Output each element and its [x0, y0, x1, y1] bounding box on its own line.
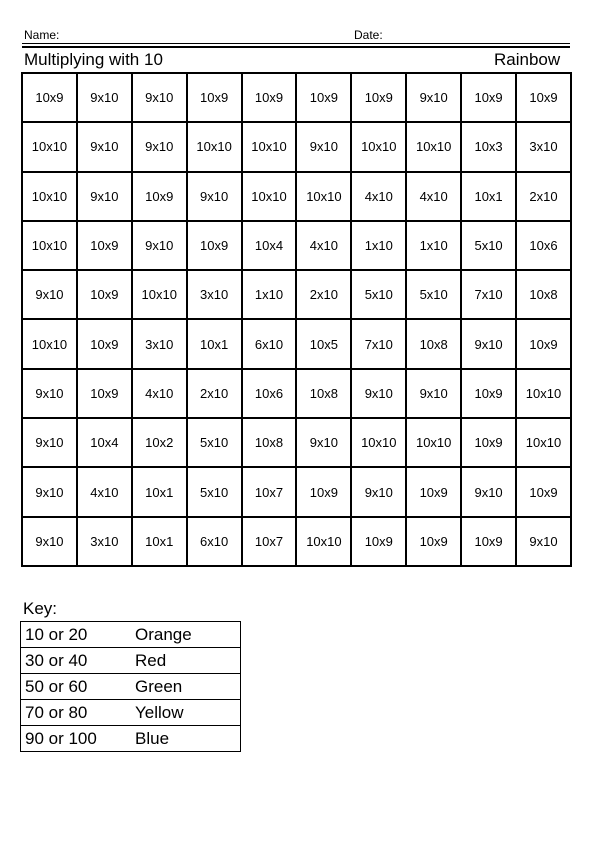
grid-cell[interactable]: 4x10	[77, 467, 132, 516]
key-row	[21, 700, 241, 726]
grid-cell[interactable]: 3x10	[132, 319, 187, 368]
grid-cell[interactable]: 10x2	[132, 418, 187, 467]
grid-row	[22, 517, 571, 566]
grid-row	[22, 319, 571, 368]
grid-cell[interactable]: 4x10	[406, 172, 461, 221]
key-range: 90 or 100	[21, 726, 132, 752]
key-color: Green	[131, 674, 241, 700]
worksheet-subtitle: Rainbow	[494, 50, 561, 69]
grid-cell[interactable]: 10x9	[187, 73, 242, 122]
header-rule-bottom	[22, 46, 570, 48]
grid-cell[interactable]: 10x10	[242, 122, 297, 171]
grid-cell[interactable]: 9x10	[516, 517, 571, 566]
grid-cell[interactable]: 10x9	[351, 517, 406, 566]
grid-cell[interactable]: 10x9	[296, 467, 351, 516]
grid-cell[interactable]: 10x1	[132, 467, 187, 516]
grid-cell[interactable]: 2x10	[296, 270, 351, 319]
grid-cell[interactable]: 2x10	[516, 172, 571, 221]
grid-cell[interactable]: 10x10	[132, 270, 187, 319]
grid-row	[22, 270, 571, 319]
key-label: Key:	[23, 599, 58, 618]
key-row	[21, 648, 241, 674]
grid-cell[interactable]: 10x9	[461, 418, 516, 467]
grid-cell[interactable]: 10x1	[187, 319, 242, 368]
key-range: 10 or 20	[21, 622, 132, 648]
grid-cell[interactable]: 10x7	[242, 467, 297, 516]
grid-cell[interactable]: 10x9	[22, 73, 77, 122]
grid-cell[interactable]: 10x9	[516, 73, 571, 122]
grid-cell[interactable]: 9x10	[296, 418, 351, 467]
grid-cell[interactable]: 1x10	[351, 221, 406, 270]
grid-cell[interactable]: 10x9	[351, 73, 406, 122]
key-row	[21, 674, 241, 700]
grid-cell[interactable]: 9x10	[406, 369, 461, 418]
key-color: Orange	[131, 622, 241, 648]
grid-cell[interactable]: 10x10	[296, 172, 351, 221]
grid-row	[22, 418, 571, 467]
grid-cell[interactable]: 10x9	[461, 73, 516, 122]
grid-cell[interactable]: 10x9	[187, 221, 242, 270]
grid-cell[interactable]: 10x8	[242, 418, 297, 467]
grid-cell[interactable]: 9x10	[351, 369, 406, 418]
grid-cell[interactable]: 10x6	[516, 221, 571, 270]
grid-cell[interactable]: 9x10	[77, 122, 132, 171]
key-color: Blue	[131, 726, 241, 752]
grid-cell[interactable]: 10x10	[406, 122, 461, 171]
grid-cell[interactable]: 10x9	[77, 369, 132, 418]
grid-cell[interactable]: 10x9	[461, 517, 516, 566]
grid-row	[22, 467, 571, 516]
grid-cell[interactable]: 5x10	[406, 270, 461, 319]
grid-cell[interactable]: 10x9	[77, 270, 132, 319]
grid-cell[interactable]: 5x10	[461, 221, 516, 270]
grid-cell[interactable]: 10x9	[406, 517, 461, 566]
grid-cell[interactable]: 10x10	[296, 517, 351, 566]
key-range: 50 or 60	[21, 674, 132, 700]
grid-cell[interactable]: 9x10	[132, 221, 187, 270]
multiplication-grid	[21, 72, 572, 567]
grid-cell[interactable]: 10x10	[22, 319, 77, 368]
grid-cell[interactable]: 10x8	[296, 369, 351, 418]
grid-cell[interactable]: 9x10	[461, 319, 516, 368]
grid-cell[interactable]: 1x10	[242, 270, 297, 319]
grid-cell[interactable]: 9x10	[22, 270, 77, 319]
grid-cell[interactable]: 10x4	[77, 418, 132, 467]
grid-cell[interactable]: 4x10	[132, 369, 187, 418]
grid-cell[interactable]: 10x10	[516, 369, 571, 418]
grid-cell[interactable]: 10x10	[242, 172, 297, 221]
grid-cell[interactable]: 10x6	[242, 369, 297, 418]
grid-cell[interactable]: 9x10	[351, 467, 406, 516]
grid-cell[interactable]: 10x10	[351, 418, 406, 467]
grid-cell[interactable]: 5x10	[187, 418, 242, 467]
grid-cell[interactable]: 9x10	[77, 73, 132, 122]
grid-row	[22, 73, 571, 122]
worksheet-title: Multiplying with 10	[24, 50, 163, 69]
grid-row	[22, 221, 571, 270]
grid-cell[interactable]: 10x8	[406, 319, 461, 368]
grid-cell[interactable]: 2x10	[187, 369, 242, 418]
grid-cell[interactable]: 9x10	[22, 369, 77, 418]
grid-cell[interactable]: 3x10	[77, 517, 132, 566]
grid-cell[interactable]: 10x10	[516, 418, 571, 467]
grid-cell[interactable]: 10x9	[132, 172, 187, 221]
grid-cell[interactable]: 10x9	[77, 319, 132, 368]
grid-cell[interactable]: 9x10	[406, 73, 461, 122]
grid-cell[interactable]: 10x5	[296, 319, 351, 368]
grid-cell[interactable]: 4x10	[296, 221, 351, 270]
grid-cell[interactable]: 10x9	[461, 369, 516, 418]
grid-cell[interactable]: 10x9	[296, 73, 351, 122]
grid-cell[interactable]: 5x10	[351, 270, 406, 319]
grid-cell[interactable]: 9x10	[77, 172, 132, 221]
grid-cell[interactable]: 10x3	[461, 122, 516, 171]
grid-cell[interactable]: 5x10	[187, 467, 242, 516]
grid-cell[interactable]: 1x10	[406, 221, 461, 270]
name-label: Name:	[24, 28, 60, 42]
grid-cell[interactable]: 10x10	[22, 172, 77, 221]
grid-row	[22, 122, 571, 171]
grid-cell[interactable]: 10x10	[22, 221, 77, 270]
grid-cell[interactable]: 10x8	[516, 270, 571, 319]
key-color: Red	[131, 648, 241, 674]
key-row	[21, 726, 241, 752]
header-rule-top	[22, 43, 570, 44]
grid-cell[interactable]: 10x9	[516, 319, 571, 368]
key-color: Yellow	[131, 700, 241, 726]
grid-cell[interactable]: 10x10	[351, 122, 406, 171]
grid-cell[interactable]: 10x7	[242, 517, 297, 566]
grid-cell[interactable]: 10x9	[77, 221, 132, 270]
grid-cell[interactable]: 10x1	[132, 517, 187, 566]
grid-cell[interactable]: 7x10	[351, 319, 406, 368]
key-range: 70 or 80	[21, 700, 132, 726]
color-key-table	[20, 621, 241, 752]
grid-row	[22, 172, 571, 221]
grid-cell[interactable]: 10x9	[242, 73, 297, 122]
grid-row	[22, 369, 571, 418]
date-label: Date:	[354, 28, 383, 42]
grid-cell[interactable]: 3x10	[187, 270, 242, 319]
grid-cell[interactable]: 9x10	[296, 122, 351, 171]
grid-cell[interactable]: 9x10	[132, 73, 187, 122]
key-range: 30 or 40	[21, 648, 132, 674]
grid-cell[interactable]: 9x10	[187, 172, 242, 221]
grid-cell[interactable]: 9x10	[461, 467, 516, 516]
grid-cell[interactable]: 10x10	[406, 418, 461, 467]
grid-cell[interactable]: 7x10	[461, 270, 516, 319]
grid-cell[interactable]: 3x10	[516, 122, 571, 171]
grid-cell[interactable]: 9x10	[132, 122, 187, 171]
grid-cell[interactable]: 10x9	[406, 467, 461, 516]
grid-cell[interactable]: 10x9	[516, 467, 571, 516]
grid-cell[interactable]: 10x4	[242, 221, 297, 270]
grid-cell[interactable]: 6x10	[242, 319, 297, 368]
grid-cell[interactable]: 10x1	[461, 172, 516, 221]
grid-cell[interactable]: 4x10	[351, 172, 406, 221]
grid-cell[interactable]: 10x10	[187, 122, 242, 171]
grid-cell[interactable]: 9x10	[22, 418, 77, 467]
grid-cell[interactable]: 9x10	[22, 467, 77, 516]
key-row	[21, 622, 241, 648]
grid-cell[interactable]: 6x10	[187, 517, 242, 566]
grid-cell[interactable]: 10x10	[22, 122, 77, 171]
grid-cell[interactable]: 9x10	[22, 517, 77, 566]
